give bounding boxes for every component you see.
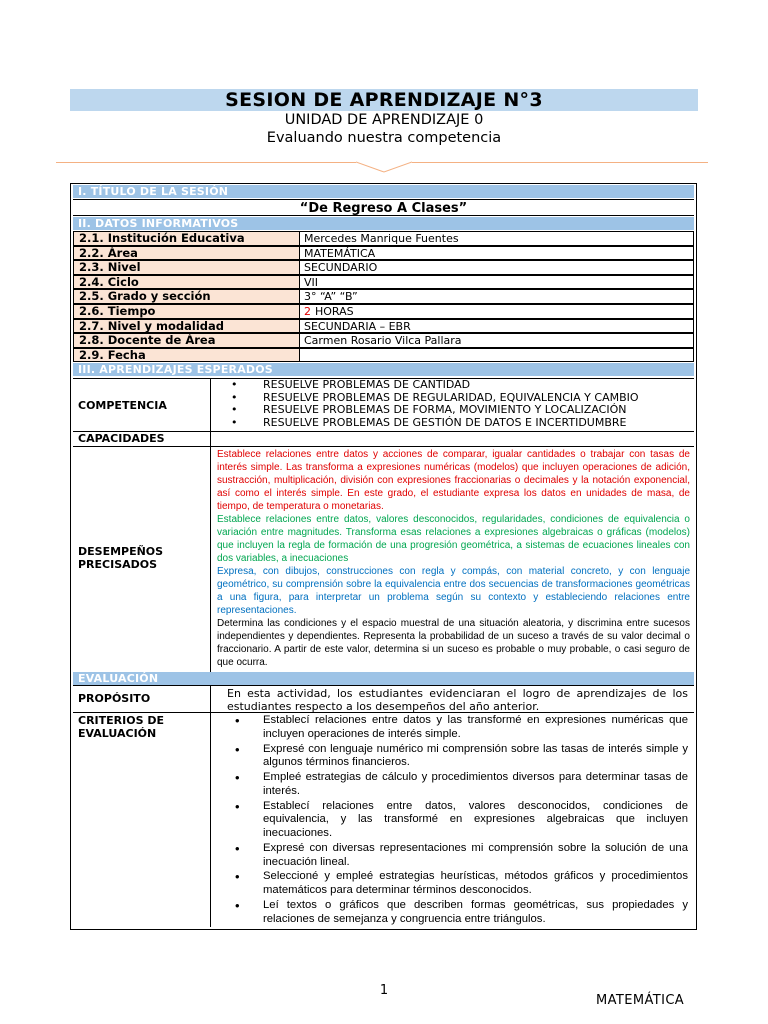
ornament-line-left xyxy=(56,162,356,163)
capacidades-label: CAPACIDADES xyxy=(73,431,211,446)
info-label: 2.9. Fecha xyxy=(73,348,299,363)
criterio-item: • Empleé estrategias de cálculo y procedimientos diversos para determinar tasas de interés. xyxy=(235,771,688,798)
competencia-label: COMPETENCIA xyxy=(73,378,211,431)
competencia-item: • RESUELVE PROBLEMAS DE GESTIÓN DE DATOS E INCERTIDUMBRE xyxy=(231,417,694,430)
criterios-list xyxy=(211,713,694,926)
info-value: MATEMÁTICA xyxy=(299,246,694,261)
desempeno-paragraph: Determina las condiciones y el espacio muestral de una situación aleatoria, y discrimina entre sucesos independientes y dependientes. Representa la probabilidad de un suceso a través de su valor decimal o fraccionario. A partir de este valor, determina si un suceso es probable o muy probable, o casi seguro de que ocurra. xyxy=(217,618,690,668)
page-title: SESION DE APRENDIZAJE N°3 xyxy=(70,89,698,111)
proposito-cell xyxy=(211,685,694,712)
section-header-aprendizajes: III. APRENDIZAJES ESPERADOS xyxy=(73,363,694,376)
unit-label: UNIDAD DE APRENDIZAJE 0 xyxy=(284,112,484,128)
competencia-item: • RESUELVE PROBLEMAS DE CANTIDAD xyxy=(231,379,694,392)
unit-name: Evaluando nuestra competencia xyxy=(266,130,502,146)
ornament-diamond xyxy=(356,150,412,174)
criterio-item: • Establecí relaciones entre datos y las transformé en expresiones numéricas que incluyen operaciones de interés simple. xyxy=(235,714,688,741)
competencia-item: • RESUELVE PROBLEMAS DE FORMA, MOVIMIENTO Y LOCALIZACIÓN xyxy=(231,404,694,417)
info-row xyxy=(73,260,694,275)
criterios-cell xyxy=(211,712,694,927)
info-value: Mercedes Manrique Fuentes xyxy=(299,231,694,246)
footer-area: MATEMÁTICA xyxy=(596,993,685,1008)
info-value-text: HORAS xyxy=(315,305,354,318)
info-label: 2.3. Nivel xyxy=(73,260,299,275)
info-value xyxy=(299,304,694,319)
info-value: VII xyxy=(299,275,694,290)
info-label: 2.6. Tiempo xyxy=(73,304,299,319)
desempenos-cell xyxy=(211,446,694,672)
info-value-number: 2 xyxy=(304,305,311,318)
info-row xyxy=(73,333,694,348)
info-value: Carmen Rosario Vilca Pallara xyxy=(299,333,694,348)
criterio-item: • Establecí relaciones entre datos, valores desconocidos, condiciones de equivalencia, y las transformé en expresiones algebraicas que incluyen inecuaciones. xyxy=(235,800,688,841)
desempeno-paragraph: Establece relaciones entre datos y acciones de comparar, igualar cantidades o trabajar con tasas de interés simple. Las transforma a expresiones numéricas (modelos) que incluyen operaciones de adición, sustracción, multiplicación, división con expresiones fraccionarias o decimales y la notación exponencial, así como el interés simple. En este grado, el estudiante expresa los datos en unidades de masa, de tiempo, de temperatura o monetarias. xyxy=(217,449,690,512)
info-label: 2.5. Grado y sección xyxy=(73,289,299,304)
section-header-titulo: I. TÍTULO DE LA SESIÓN xyxy=(73,185,694,198)
info-row xyxy=(73,348,694,363)
info-row xyxy=(73,275,694,290)
criterios-label-text: CRITERIOS DE EVALUACIÓN xyxy=(78,714,164,740)
info-label: 2.1. Institución Educativa xyxy=(73,231,299,246)
info-value: 3° “A” “B” xyxy=(299,289,694,304)
desempenos-label xyxy=(73,446,211,672)
info-row xyxy=(73,289,694,304)
info-value: SECUNDARIA – EBR xyxy=(299,319,694,334)
info-label: 2.8. Docente de Área xyxy=(73,333,299,348)
info-row xyxy=(73,304,694,319)
competencia-item: • RESUELVE PROBLEMAS DE REGULARIDAD, EQUIVALENCIA Y CAMBIO xyxy=(231,392,694,405)
competencia-cell xyxy=(211,378,694,431)
info-row xyxy=(73,231,694,246)
info-label: 2.7. Nivel y modalidad xyxy=(73,319,299,334)
criterios-label xyxy=(73,712,211,927)
session-table xyxy=(70,183,697,930)
criterio-item: • Expresé con diversas representaciones mi comprensión sobre la solución de una inecuación lineal. xyxy=(235,842,688,869)
capacidades-cell xyxy=(211,431,694,446)
info-value: SECUNDARIO xyxy=(299,260,694,275)
proposito-label: PROPÓSITO xyxy=(73,685,211,712)
info-value xyxy=(299,348,694,363)
lesson-title: “De Regreso A Clases” xyxy=(73,199,694,216)
competencia-list xyxy=(211,379,694,429)
criterio-item: • Leí textos o gráficos que describen formas geométricas, sus propiedades y relaciones de semejanza y congruencia entre triángulos. xyxy=(235,899,688,926)
desempeno-paragraph: Expresa, con dibujos, construcciones con regla y compás, con material concreto, y con lenguaje geométrico, su comprensión sobre la equivalencia entre dos secuencias de transformaciones geométricas a una figura, para interpretar un problema según su contexto y estableciendo relaciones entre representaciones. xyxy=(217,566,690,616)
proposito-text: En esta actividad, los estudiantes evidenciaran el logro de aprendizajes de los estudiantes respecto a los desempeños del año anterior. xyxy=(227,687,688,713)
section-header-evaluacion: EVALUACIÓN xyxy=(73,672,694,685)
info-label: 2.4. Ciclo xyxy=(73,275,299,290)
info-row xyxy=(73,319,694,334)
desempenos-label-text: DESEMPEÑOS PRECISADOS xyxy=(78,545,164,571)
criterio-item: • Seleccioné y empleé estrategias heurísticas, métodos gráficos y procedimientos matemáticos para determinar términos desconocidos. xyxy=(235,870,688,897)
page-number: 1 xyxy=(379,983,389,998)
section-header-datos: II. DATOS INFORMATIVOS xyxy=(73,217,694,230)
criterio-item: • Expresé con lenguaje numérico mi comprensión sobre las tasas de interés simple y algunos términos financieros. xyxy=(235,743,688,770)
ornament-line-right xyxy=(412,162,708,163)
info-label: 2.2. Área xyxy=(73,246,299,261)
info-row xyxy=(73,246,694,261)
desempeno-paragraph: Establece relaciones entre datos, valores desconocidos, regularidades, condiciones de equivalencia o variación entre magnitudes. Transforma esas relaciones a expresiones algebraicas o gráficas (modelos) que incluyen la regla de formación de una progresión geométrica, a sistemas de ecuaciones lineales con dos variables, a inecuaciones xyxy=(217,514,690,564)
